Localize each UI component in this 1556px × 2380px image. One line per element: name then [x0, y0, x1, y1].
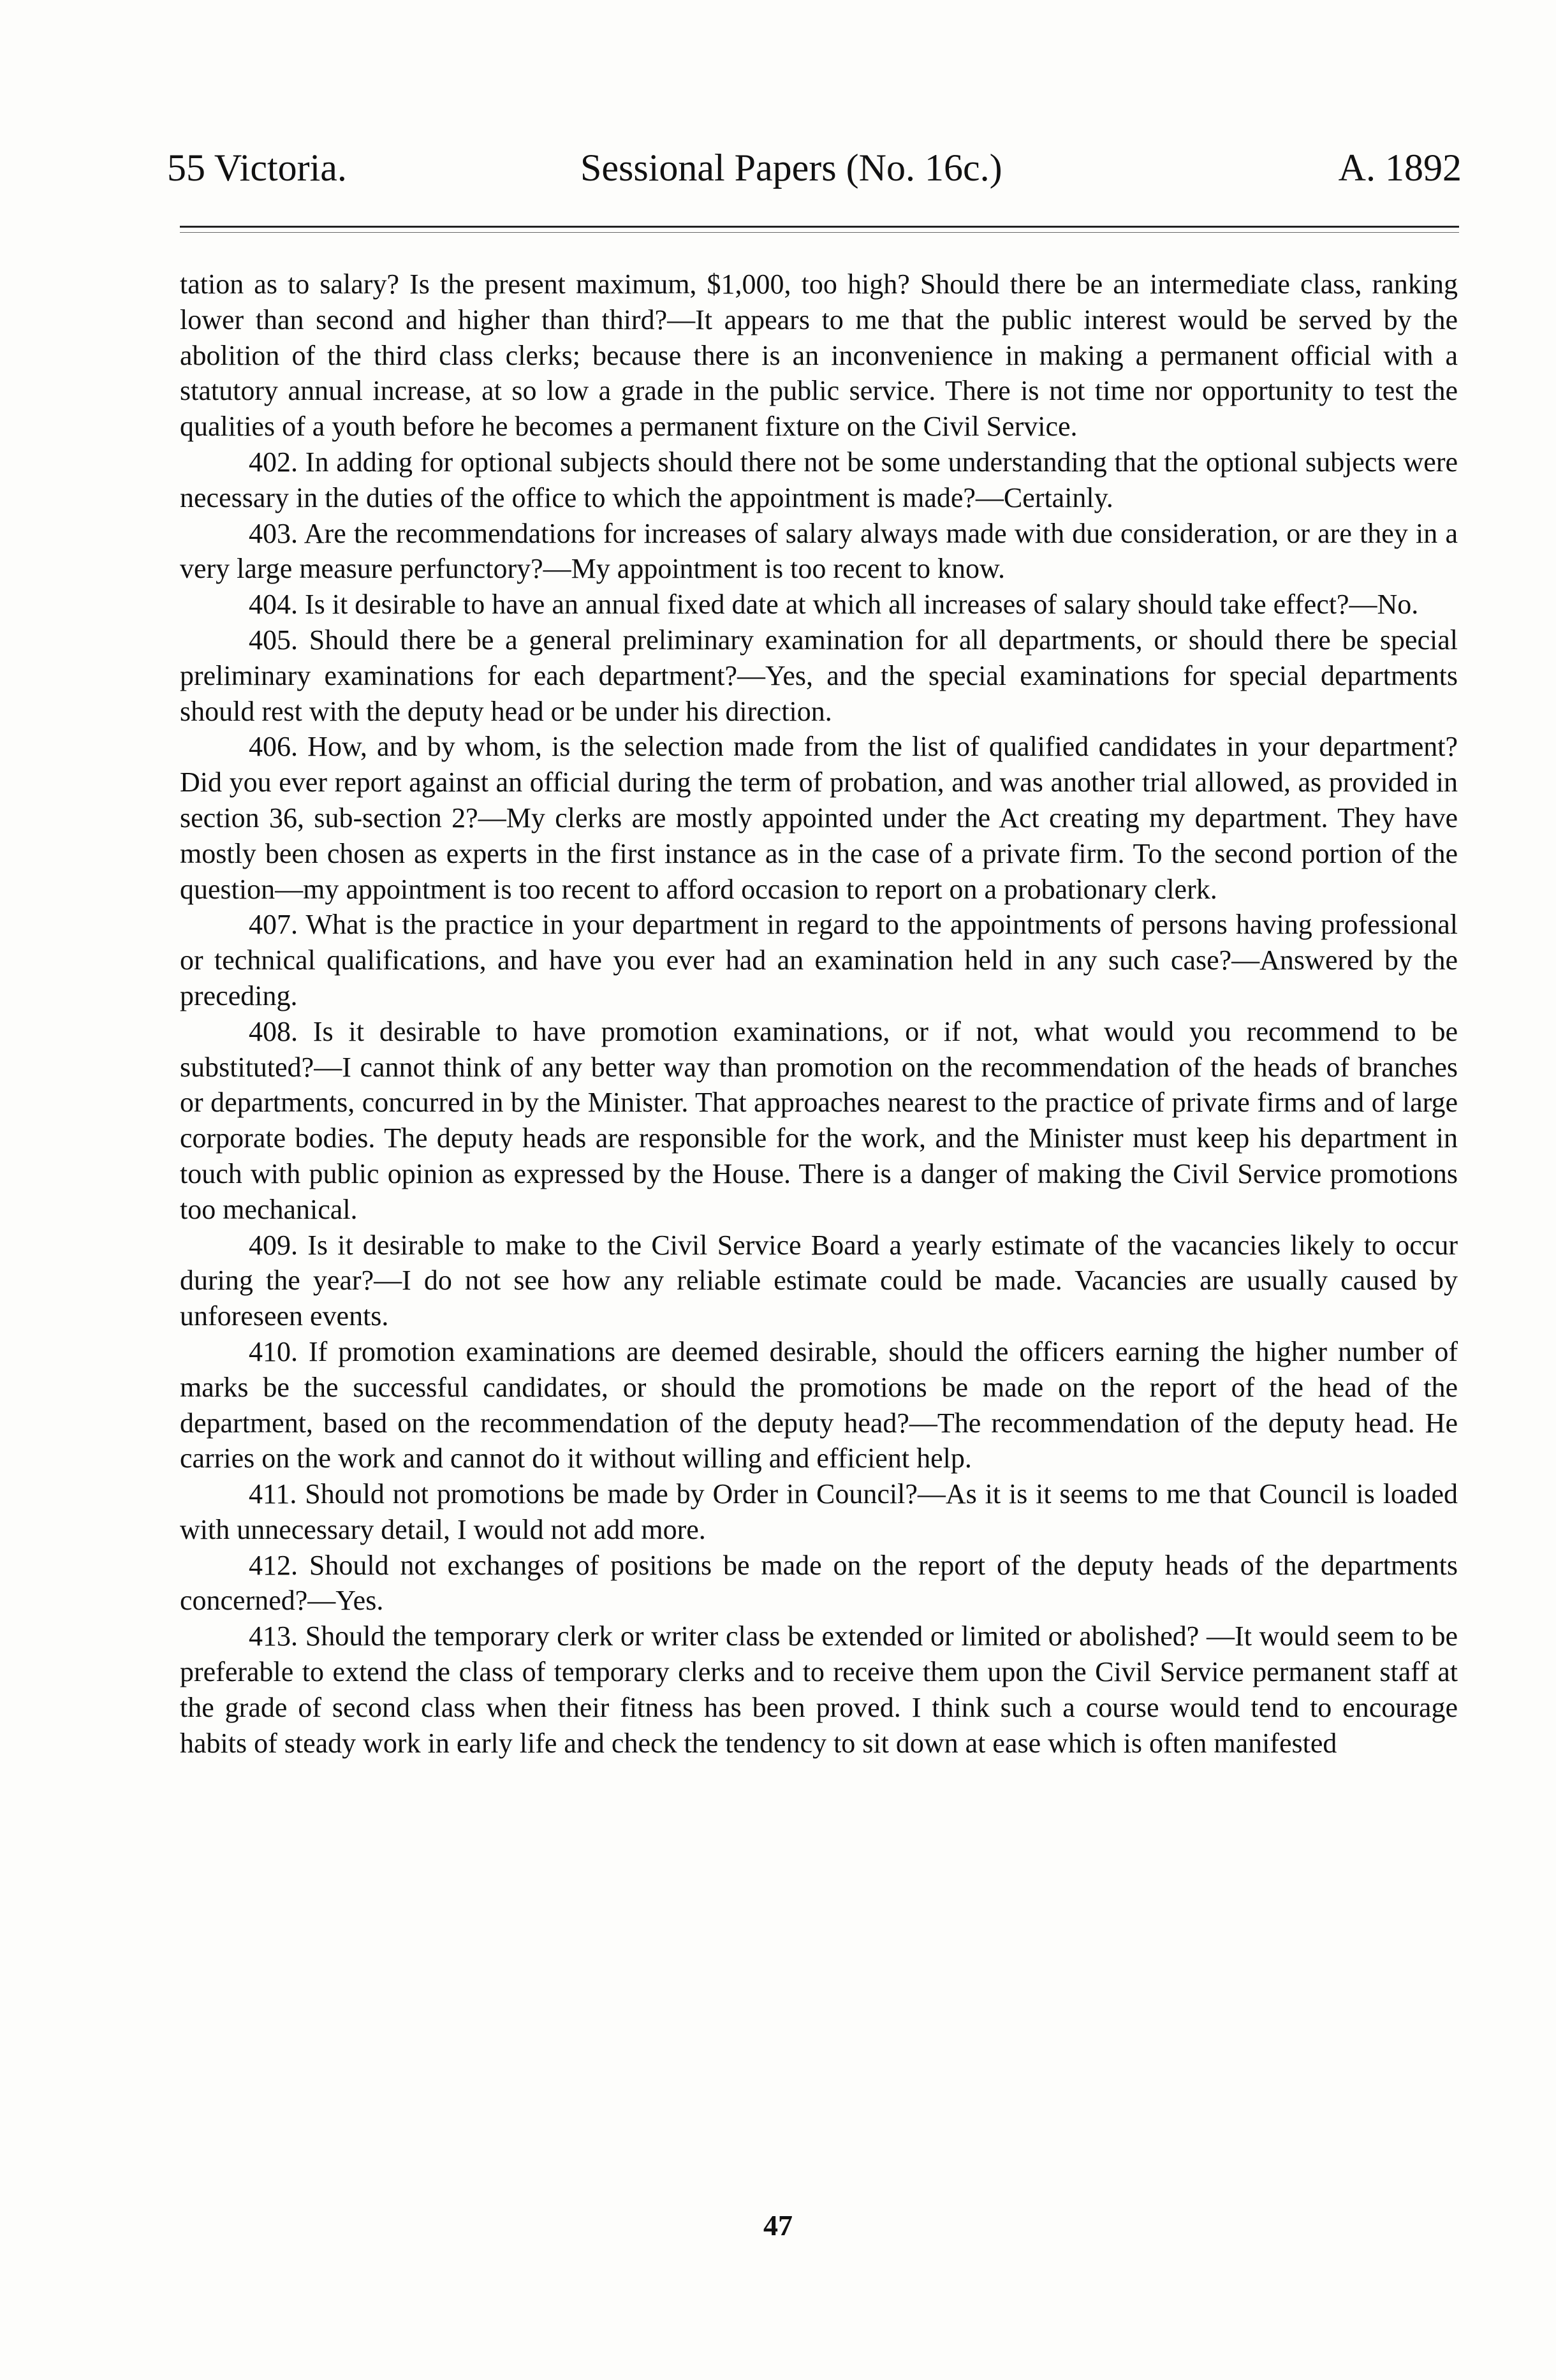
question-412: 412. Should not exchanges of positions be made on the report of the deputy heads of the departments concerned?—Yes. [180, 1549, 1458, 1617]
question-413: 413. Should the temporary clerk or writer class be extended or limited or abolished? —It would seem to be preferable to extend the class of temporary clerks and to receive them upon the Civil Service permanent staff at the grade of second class when their fitness has been proved. I think such a course would tend to encourage habits of steady work in early life and check the tendency to sit down at ease which is often manifested [180, 1620, 1458, 1759]
question-406: 406. How, and by whom, is the selection made from the list of qualified candidates in your department? Did you ever report against an official during the term of probation, and was another trial allowed, as provided in section 36, sub-section 2?—My clerks are mostly appointed under the Act creating my department. They have mostly been chosen as experts in the first instance as in the case of a private firm. To the second portion of the question—my appointment is too recent to afford occasion to report on a probationary clerk. [180, 731, 1458, 905]
continued-paragraph: tation as to salary? Is the present maximum, $1,000, too high? Should there be an intermediate class, ranking lower than second and higher than third?—It appears to me that the public interest would be served by the abolition of the third class clerks; because there is an inconvenience in making a permanent official with a statutory annual increase, at so low a grade in the public service. There is not time nor opportunity to test the qualities of a youth before he becomes a permanent fixture on the Civil Service. [180, 268, 1458, 443]
question-403: 403. Are the recommendations for increases of salary always made with due consideration, or are they in a very large measure perfunctory?—My appointment is too recent to know. [180, 517, 1458, 585]
question-402: 402. In adding for optional subjects should there not be some understanding that the optional subjects were necessary in the duties of the office to which the appointment is made?—Certainly. [180, 446, 1458, 513]
question-411: 411. Should not promotions be made by Order in Council?—As it is it seems to me that Council is loaded with unnecessary detail, I would not add more. [180, 1478, 1458, 1545]
question-407: 407. What is the practice in your department in regard to the appointments of persons having professional or technical qualifications, and have you ever had an examination held in any such case?—Answered by the preceding. [180, 909, 1458, 1011]
header-session: 55 Victoria. [167, 147, 347, 189]
header-rule [180, 226, 1459, 228]
question-404: 404. Is it desirable to have an annual fixed date at which all increases of salary should take effect?—No. [249, 589, 1419, 621]
question-405: 405. Should there be a general preliminary examination for all departments, or should there be special preliminary examinations for each department?—Yes, and the special examinations for special departments should rest with the deputy head or be under his direction. [180, 624, 1458, 727]
page-number: 47 [763, 2209, 793, 2242]
header-rule-thin [180, 232, 1459, 233]
body-text [180, 267, 1458, 1761]
question-409: 409. Is it desirable to make to the Civil Service Board a yearly estimate of the vacancies likely to occur during the year?—I do not see how any reliable estimate could be made. Vacancies are usually caused by unforeseen events. [180, 1229, 1458, 1332]
running-header [167, 139, 1462, 196]
header-title: Sessional Papers (No. 16c.) [580, 147, 1002, 189]
question-410: 410. If promotion examinations are deemed desirable, should the officers earning the higher number of marks be the successful candidates, or should the promotions be made on the report of the head of the department, based on the recommendation of the deputy head?—The recommendation of the deputy head. He carries on the work and cannot do it without willing and efficient help. [180, 1335, 1458, 1474]
header-year: A. 1892 [1338, 147, 1462, 189]
question-408: 408. Is it desirable to have promotion examinations, or if not, what would you recommend to be substituted?—I cannot think of any better way than promotion on the recommendation of the heads of branches or departments, concurred in by the Minister. That approaches nearest to the practice of private firms and of large corporate bodies. The deputy heads are responsible for the work, and the Minister must keep his department in touch with public opinion as expressed by the House. There is a danger of making the Civil Service promotions too mechanical. [180, 1015, 1458, 1225]
